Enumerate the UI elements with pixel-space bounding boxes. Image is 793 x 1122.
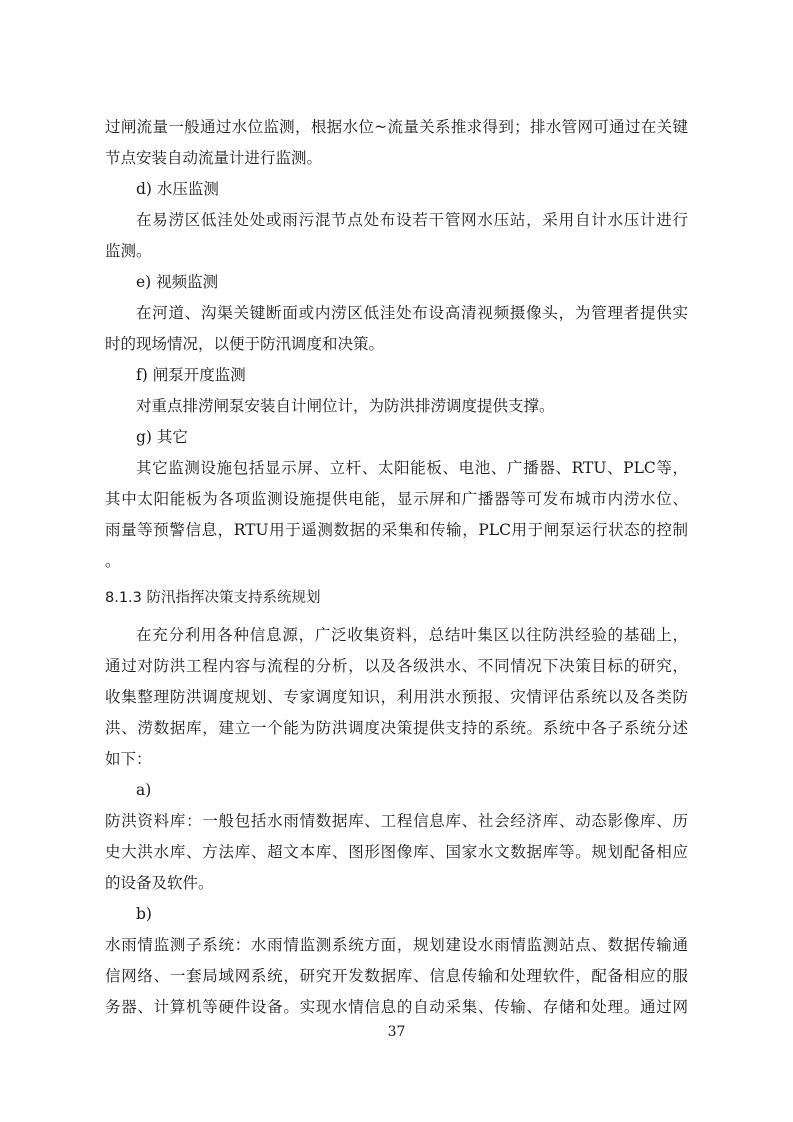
- text-line: 对重点排涝闸泵安装自计闸位计，为防洪排涝调度提供支撑。: [136, 397, 555, 415]
- text-line: 在易涝区低洼处处或雨污混节点处布设若干管网水压站，采用自计水压计进行: [136, 211, 688, 229]
- document-body: [105, 112, 688, 1023]
- text-line: e) 视频监测: [136, 273, 219, 291]
- text-line: 在充分利用各种信息源，广泛收集资料，总结叶集区以往防洪经验的基础上，: [136, 626, 688, 644]
- text-line: g) 其它: [136, 428, 188, 446]
- text-line: 信网络、一套局域网系统，研究开发数据库、信息传输和处理软件，配备相应的服: [105, 967, 688, 985]
- text-line: 。: [105, 552, 121, 570]
- text-line: 洪、涝数据库，建立一个能为防洪调度决策提供支持的系统。系统中各子系统分述: [105, 719, 688, 737]
- text-line: 过闸流量一般通过水位监测，根据水位~流量关系推求得到；排水管网可通过在关键: [105, 118, 688, 136]
- text-line: b): [136, 905, 152, 923]
- text-line: f) 闸泵开度监测: [136, 366, 246, 384]
- text-line: 雨量等预警信息，RTU用于遥测数据的采集和传输，PLC用于闸泵运行状态的控制: [105, 521, 688, 539]
- text-line: 时的现场情况，以便于防汛调度和决策。: [105, 335, 385, 353]
- text-line: a): [136, 781, 152, 799]
- text-line: 节点安装自动流量计进行监测。: [105, 149, 323, 167]
- text-line: 监测。: [105, 242, 152, 260]
- text-line: 防洪资料库：一般包括水雨情数据库、工程信息库、社会经济库、动态影像库、历: [105, 812, 688, 830]
- text-line: 收集整理防洪调度规划、专家调度知识，利用洪水预报、灾情评估系统以及各类防: [105, 688, 688, 706]
- section-heading: 8.1.3 防汛指挥决策支持系统规划: [105, 590, 321, 606]
- text-line: 如下：: [105, 750, 152, 768]
- page-number: 37: [387, 1024, 406, 1040]
- text-line: 水雨情监测子系统：水雨情监测系统方面，规划建设水雨情监测站点、数据传输通: [105, 936, 688, 954]
- text-line: 其中太阳能板为各项监测设施提供电能，显示屏和广播器等可发布城市内涝水位、: [105, 490, 688, 508]
- text-line: 其它监测设施包括显示屏、立杆、太阳能板、电池、广播器、RTU、PLC等，: [136, 459, 688, 477]
- text-line: 通过对防洪工程内容与流程的分析，以及各级洪水、不同情况下决策目标的研究，: [105, 657, 688, 675]
- text-line: 务器、计算机等硬件设备。实现水情信息的自动采集、传输、存储和处理。通过网: [105, 998, 688, 1016]
- text-line: 的设备及软件。: [105, 874, 214, 892]
- text-line: d) 水压监测: [136, 180, 219, 198]
- text-line: 在河道、沟渠关键断面或内涝区低洼处布设高清视频摄像头，为管理者提供实: [136, 304, 688, 322]
- text-line: 史大洪水库、方法库、超文本库、图形图像库、国家水文数据库等。规划配备相应: [105, 843, 688, 861]
